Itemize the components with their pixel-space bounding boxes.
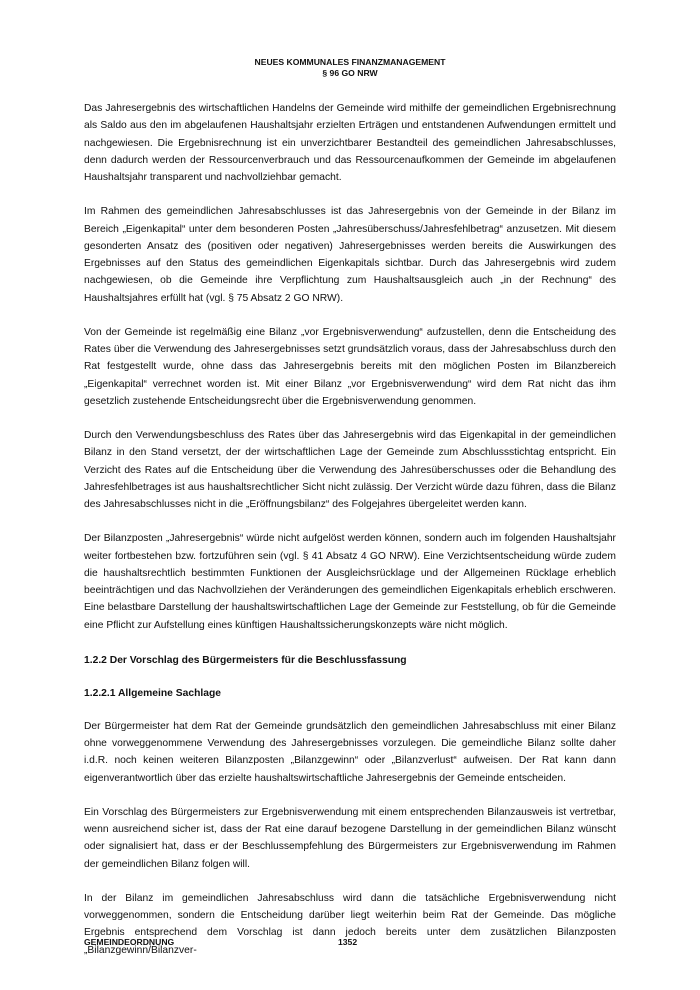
subsection-heading: 1.2.2.1 Allgemeine Sachlage bbox=[84, 687, 221, 699]
paragraph-jahresergebnis: Das Jahresergebnis des wirtschaftlichen Handelns der Gemeinde wird mithilfe der gemeindlichen Ergebnisrechnung als Saldo aus den im abgelaufenen Haushaltsjahr erzielten Erträgen und entstandenen Aufwendungen ermittelt und nachgewiesen. Die Ergebnisrechnung ist ein unverzichtbarer Bestandteil des gemeindlichen Jahresabschlusses, denn dadurch werden der Ressourcenverbrauch und das Ressourcenaufkommen der Gemeinde im abgelaufenen Haushaltsjahr transparent und nachvollziehbar gemacht. bbox=[84, 103, 616, 183]
paragraph-vorschlag: Ein Vorschlag des Bürgermeisters zur Ergebnisverwendung mit einem entsprechenden Bilanzausweis ist vertretbar, wenn ausreichend sicher ist, dass der Rat eine darauf bezogene Darstellung in der gemeindlichen Bilanz wünscht oder signalisiert hat, dass er der Beschlussempfehlung des Bürgermeisters zur Ergebnisverwendung im Rahmen der gemeindlichen Bilanz folgen will. bbox=[84, 806, 616, 870]
footer-label: GEMEINDEORDNUNG bbox=[84, 937, 175, 947]
page-body bbox=[84, 100, 616, 976]
paragraph-tatsaechliche-verwendung: In der Bilanz im gemeindlichen Jahresabschluss wird dann die tatsächliche Ergebnisverwendung nicht vorweggenommen, sondern die Entscheidung darüber liegt weiterhin beim Rat der Gemeinde. Das mögliche Ergebnis entsprechend dem Vorschlag ist dann jedoch bereits unter dem zusätzlichen Bilanzposten „Bilanzgewinn/Bilanzver- bbox=[84, 892, 616, 956]
section-heading: 1.2.2 Der Vorschlag des Bürgermeisters für die Beschlussfassung bbox=[84, 654, 407, 666]
paragraph-buergermeister: Der Bürgermeister hat dem Rat der Gemeinde grundsätzlich den gemeindlichen Jahresabschluss mit einer Bilanz ohne vorweggenommene Verwendung des Jahresergebnisses vorzulegen. Die gemeindliche Bilanz sollte daher i.d.R. noch keinen weiteren Bilanzposten „Bilanzgewinn“ oder „Bilanzverlust“ aufweisen. Der Rat kann dann eigenverantwortlich über das erzielte haushaltswirtschaftliche Jahresergebnis der Gemeinde entscheiden. bbox=[84, 720, 616, 784]
paragraph-vor-ergebnisverwendung: Von der Gemeinde ist regelmäßig eine Bilanz „vor Ergebnisverwendung“ aufzustellen, denn die Entscheidung des Rates über die Verwendung des Jahresergebnisses setzt grundsätzlich voraus, dass der Jahresabschluss durch den Rat festgestellt wurde, ohne dass das Jahresergebnis bereits mit den möglichen Posten im Bilanzbereich „Eigenkapital“ verrechnet worden ist. Mit einer Bilanz „vor Ergebnisverwendung“ wird dem Rat nicht das ihm gesetzlich zustehende Entscheidungsrecht über die Ergebnisverwendung genommen. bbox=[84, 326, 616, 407]
paragraph-bilanzposten: Der Bilanzposten „Jahresergebnis“ würde nicht aufgelöst werden können, sondern auch im folgenden Haushaltsjahr weiter fortbestehen bzw. fortzuführen sein (vgl. § 41 Absatz 4 GO NRW). Eine Verzichtsentscheidung würde zudem die haushaltsrechtlich bestimmten Funktionen der Ausgleichsrücklage und der Allgemeinen Rücklage erheblich beeinträchtigen und das Nachvollziehen der Veränderungen des gemeindlichen Eigenkapitals erheblich erschweren. Eine belastbare Darstellung der haushaltswirtschaftlichen Lage der Gemeinde zur Feststellung, ob für die Gemeinde eine Pflicht zur Aufstellung eines künftigen Haushaltssicherungskonzepts wäre nicht möglich. bbox=[84, 533, 616, 631]
paragraph-bilanz-eigenkapital: Im Rahmen des gemeindlichen Jahresabschlusses ist das Jahresergebnis von der Gemeinde in der Bilanz im Bereich „Eigenkapital“ unter dem besonderen Posten „Jahresüberschuss/Jahresfehlbetrag“ anzusetzen. Mit diesem gesonderten Ansatz des (positiven oder negativen) Jahresergebnisses werden bereits die Auswirkungen des Ergebnisses auf den Status des gemeindlichen Eigenkapitals sichtbar. Durch das Jahresergebnis wird zudem nachgewiesen, ob die Gemeinde ihre Verpflichtung zum Haushaltsausgleich auch „in der Rechnung“ des Haushaltsjahres erfüllt hat (vgl. § 75 Absatz 2 GO NRW). bbox=[84, 206, 616, 304]
header-title: NEUES KOMMUNALES FINANZMANAGEMENT bbox=[254, 57, 446, 67]
page-header bbox=[0, 57, 700, 79]
page-number: 1352 bbox=[338, 937, 358, 947]
paragraph-verwendungsbeschluss: Durch den Verwendungsbeschluss des Rates über das Jahresergebnis wird das Eigenkapital in der gemeindlichen Bilanz in den Stand versetzt, der der wirtschaftlichen Lage der Gemeinde zum Abschlussstichtag entspricht. Ein Verzicht des Rates auf die Entscheidung über die Verwendung des Jahresüberschusses oder die Behandlung des Jahresfehlbetrages ist aus haushaltsrechtlicher Sicht nicht zulässig. Der Verzicht würde dazu führen, dass die Bilanz des Jahresabschlusses nicht in die „Eröffnungsbilanz“ des Folgejahres übergeleitet werden kann. bbox=[84, 430, 616, 510]
header-subtitle: § 96 GO NRW bbox=[322, 68, 378, 78]
